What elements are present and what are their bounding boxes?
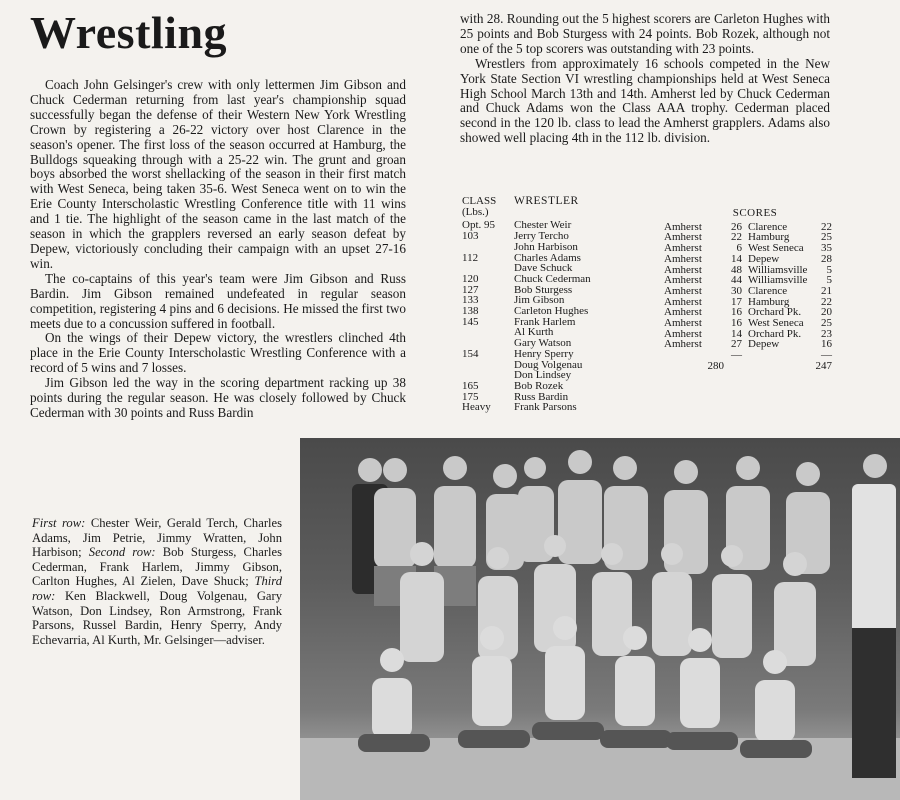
opponent-name: West Seneca xyxy=(748,317,804,330)
team-photo-illustration xyxy=(300,438,900,800)
home-score: 48 xyxy=(731,263,742,276)
home-team: Amherst xyxy=(664,263,702,276)
opponent-score: 5 xyxy=(826,274,832,287)
article-paragraph: with 28. Rounding out the 5 highest scorers are Carleton Hughes with 25 points and Bob Sturgess with 24 points. Bob Rozek, although not one of the 5 top scorers was outstanding with 23 points. xyxy=(460,11,830,56)
roster-row xyxy=(462,242,662,253)
wrestler-name: Charles Adams xyxy=(514,251,581,264)
home-score: 14 xyxy=(731,252,742,265)
class-header-sub: (Lbs.) xyxy=(462,205,489,218)
wrestler-name: Gary Watson xyxy=(514,337,572,350)
opponent-score: 28 xyxy=(821,252,832,265)
opponent-name: Williamsville xyxy=(748,263,808,276)
roster-row xyxy=(462,349,662,360)
wrestler-name: Doug Volgenau xyxy=(514,358,583,371)
scores-table xyxy=(664,208,832,372)
roster-rows xyxy=(462,220,662,413)
opponent-name: Clarence xyxy=(748,284,788,297)
caption-third-text: Ken Blackwell, Doug Volgenau, Gary Watson, Don Lindsey, Ron Armstrong, Frank Parsons, Russel Bardin, Henry Sperry, Andy Echevarria, Al Kurth, Mr. Gelsinger—adviser. xyxy=(32,588,282,647)
weight-class xyxy=(462,242,514,253)
total-them: 247 xyxy=(815,359,832,372)
weight-class: 154 xyxy=(462,347,479,360)
scores-title: SCORES xyxy=(732,207,778,219)
wrestler-figure xyxy=(740,650,812,758)
weight-class: 138 xyxy=(462,305,479,318)
weight-class: 112 xyxy=(462,251,479,264)
wrestler-name: Chester Weir xyxy=(514,219,572,232)
opponent-name: West Seneca xyxy=(748,242,804,255)
opponent-score: 25 xyxy=(821,317,832,330)
article-left-column xyxy=(30,78,406,421)
opponent-score: 5 xyxy=(826,263,832,276)
weight-class: Opt. 95 xyxy=(462,219,495,232)
weight-class: 127 xyxy=(462,283,479,296)
wrestler-name: Henry Sperry xyxy=(514,347,574,360)
opponent-name: Clarence xyxy=(748,220,788,233)
class-header xyxy=(462,196,514,217)
home-score: 16 xyxy=(731,306,742,319)
caption-third-label: Third row: xyxy=(32,574,282,603)
separator-us: — xyxy=(731,349,742,362)
home-score: 27 xyxy=(731,338,742,351)
score-rows xyxy=(664,222,832,350)
home-team: Amherst xyxy=(664,242,702,255)
photo-caption xyxy=(32,516,282,647)
opponent-score: 20 xyxy=(821,306,832,319)
wrestler-name: Bob Sturgess xyxy=(514,283,573,296)
wrestler-name: Frank Harlem xyxy=(514,315,576,328)
wrestler-name: Dave Schuck xyxy=(514,262,573,275)
wrestler-name: Bob Rozek xyxy=(514,379,564,392)
roster-table xyxy=(462,196,662,413)
home-team: Amherst xyxy=(664,295,702,308)
weight-class xyxy=(462,327,514,338)
article-paragraph: The co-captains of this year's team were Jim Gibson and Russ Bardin. Jim Gibson remained undefeated in regular season competition, registering 4 pins and 6 decisions. He missed the first two meets due to a concussion suffered in football. xyxy=(30,270,406,331)
home-team: Amherst xyxy=(664,231,702,244)
weight-class: 103 xyxy=(462,230,479,243)
roster-header xyxy=(462,196,662,217)
wrestler-name: Jim Gibson xyxy=(514,294,565,307)
home-team: Amherst xyxy=(664,306,702,319)
opponent-name: Orchard Pk. xyxy=(748,327,802,340)
home-team: Amherst xyxy=(664,220,702,233)
separator-them: — xyxy=(821,349,832,362)
wrestler-name: Russ Bardin xyxy=(514,390,569,403)
wrestler-figure xyxy=(458,626,530,748)
wrestler-name: Jerry Tercho xyxy=(514,230,569,243)
weight-class: 165 xyxy=(462,379,479,392)
article-paragraph: Coach John Gelsinger's crew with only lettermen Jim Gibson and Chuck Cederman returning from last year's championship squad successfully began the defense of their Western New York Wrestling Crown by registering a 26-22 victory over host Clarence in the season's opener. The first loss of the season occurred at Hamburg, the Bulldogs squeaking through with a 25-22 win. The grunt and groan boys absorbed the worst shellacking of the season in their first match with West Seneca, being taken 35-6. West Seneca went on to win the Erie County Interscholastic Wrestling Conference title with 11 wins and 1 tie. The highlight of the season came in the last match of the season in which the grapplers reversed an early season defeat by Depew, victoriously concluding their campaign with an upset 27-16 win. xyxy=(30,77,406,271)
score-row xyxy=(664,254,832,265)
home-team: Amherst xyxy=(664,338,702,351)
home-score: 22 xyxy=(731,231,742,244)
weight-class: 120 xyxy=(462,272,479,285)
weight-class: 133 xyxy=(462,294,479,307)
home-team: Amherst xyxy=(664,274,702,287)
wrestler-name: Don Lindsey xyxy=(514,369,572,382)
adviser-figure xyxy=(852,454,896,778)
article-right-column xyxy=(460,12,830,146)
class-header-label: CLASS xyxy=(462,195,497,207)
weight-class: 175 xyxy=(462,390,479,403)
home-team: Amherst xyxy=(664,327,702,340)
opponent-name: Depew xyxy=(748,338,780,351)
opponent-score: 22 xyxy=(821,295,832,308)
wrestler-figure xyxy=(358,648,430,752)
home-score: 30 xyxy=(731,284,742,297)
opponent-score: 21 xyxy=(821,284,832,297)
opponent-name: Hamburg xyxy=(748,295,790,308)
wrestler-name: Al Kurth xyxy=(514,326,554,339)
caption-first-label: First row: xyxy=(32,516,86,530)
article-paragraph: Jim Gibson led the way in the scoring department racking up 38 points during the regular season. He was closely followed by Chuck Cederman with 30 points and Russ Bardin xyxy=(30,375,406,420)
caption-second-text: Bob Sturgess, Charles Cederman, Frank Harlem, Jimmy Gibson, Carlton Hughes, Al Zielen, Dave Shuck; xyxy=(32,545,283,589)
home-score: 26 xyxy=(731,220,742,233)
weight-class: Heavy xyxy=(462,401,491,414)
home-team: Amherst xyxy=(664,284,702,297)
score-separator xyxy=(664,350,832,361)
score-row xyxy=(664,339,832,350)
home-score: 14 xyxy=(731,327,742,340)
opponent-score: 22 xyxy=(821,220,832,233)
opponent-name: Depew xyxy=(748,252,780,265)
roster-row xyxy=(462,317,662,328)
wrestler-header: WRESTLER xyxy=(514,195,579,207)
opponent-score: 23 xyxy=(821,327,832,340)
page-title: Wrestling xyxy=(30,7,228,58)
article-paragraph: Wrestlers from approximately 16 schools competed in the New York State Section VI wrestling championships held at West Seneca High School March 13th and 14th. Amherst led by Chuck Cederman and Chuck Adams won the Class AAA trophy. Cederman placed second in the 120 lb. class to lead the Amherst grapplers. Adams also showed well placing 4th in the 112 lb. division. xyxy=(460,55,830,146)
wrestler-name: John Harbison xyxy=(514,240,578,253)
opponent-score: 16 xyxy=(821,338,832,351)
opponent-name: Hamburg xyxy=(748,231,790,244)
home-score: 6 xyxy=(736,242,742,255)
home-score: 16 xyxy=(731,317,742,330)
caption-second-label: Second row: xyxy=(88,545,156,560)
team-photo xyxy=(300,438,900,800)
home-team: Amherst xyxy=(664,252,702,265)
opponent-name: Orchard Pk. xyxy=(748,306,802,319)
weight-class xyxy=(462,360,514,371)
score-total xyxy=(664,361,832,372)
caption-first-text: Chester Weir, Gerald Terch, Charles Adams, Jim Petrie, Jimmy Wratten, John Harbison; xyxy=(32,516,282,560)
roster-row xyxy=(462,402,662,413)
weight-class: 145 xyxy=(462,315,479,328)
home-score: 17 xyxy=(731,295,742,308)
opponent-name: Williamsville xyxy=(748,274,808,287)
wrestler-name: Frank Parsons xyxy=(514,401,577,414)
home-team: Amherst xyxy=(664,317,702,330)
opponent-score: 35 xyxy=(821,242,832,255)
wrestler-name: Chuck Cederman xyxy=(514,272,591,285)
home-score: 44 xyxy=(731,274,742,287)
opponent-score: 25 xyxy=(821,231,832,244)
total-us: 280 xyxy=(707,359,724,372)
wrestler-name: Carleton Hughes xyxy=(514,305,589,318)
article-paragraph: On the wings of their Depew victory, the wrestlers clinched 4th place in the Erie County Interscholastic Wrestling Conference with a record of 5 wins and 7 losses. xyxy=(30,330,406,376)
